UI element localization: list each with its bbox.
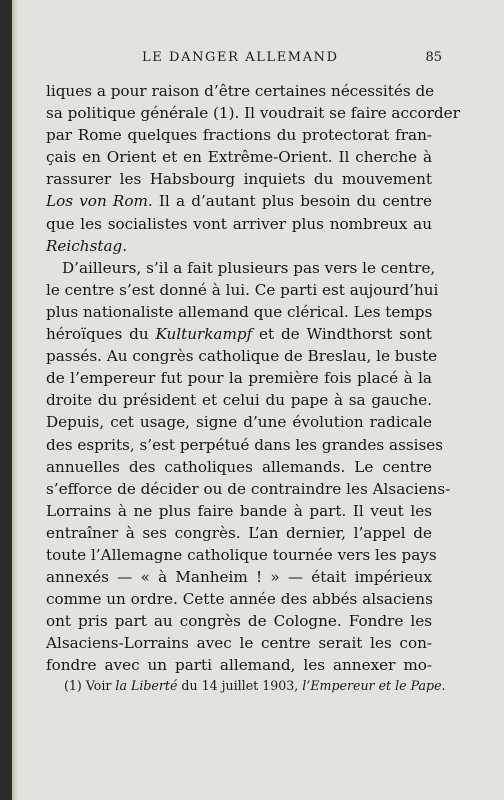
italic-text: Kulturkampf [155,325,253,344]
text-run: Depuis, cet usage, signe d’une évolution radicale [46,413,432,432]
text-run: comme un ordre. Cette année des abbés alsaciens [46,590,433,609]
italic-text: Reichstag [46,236,123,255]
text-line [46,588,432,610]
text-run: Lorrains à ne plus faire bande à part. Il veut les [46,501,432,520]
text-line [46,168,432,190]
text-line [46,301,432,323]
text-run: entraîner à ses congrès. L’an dernier, l’appel de [46,523,432,542]
text-run: passés. Au congrès catholique de Breslau, le buste [46,347,438,366]
text-run: rassurer les Habsbourg inquiets du mouvement [46,170,432,189]
text-line [46,323,432,345]
text-line [46,80,435,102]
text-run: et de Windthorst sont [252,325,432,344]
text-line [46,434,444,456]
text-line [46,102,460,124]
text-line [46,566,432,588]
text-run: que les socialistes vont arriver plus nombreux au [46,214,432,233]
text-run: de l’empereur fut pour la première fois placé à la [46,369,432,388]
text-line [46,610,432,632]
text-run: . [122,236,128,255]
text-run: Alsaciens-Lorrains avec le centre serait les con- [46,634,432,653]
text-run: par Rome quelques fractions du protectorat fran- [46,126,432,145]
text-line [46,522,432,544]
text-run: droite du président et celui du pape à sa gauche. [46,391,432,410]
text-run: annexés — « à Manheim ! » — était impérieux [46,568,432,587]
running-title: LE DANGER ALLEMAND [142,50,339,65]
text-run: le centre s’est donné à lui. Ce parti est aujourd’hui [46,280,439,299]
text-run: çais en Orient et en Extrême-Orient. Il cherche à [46,148,432,167]
text-line [46,654,432,676]
text-run: des esprits, s’est perpétué dans les grandes assises [46,435,444,454]
text-run: s’efforce de décider ou de contraindre les Alsaciens- [46,479,451,498]
page-header [12,50,504,70]
book-page [12,0,504,800]
text-run: annuelles des catholiques allemands. Le centre [46,457,432,476]
text-line [46,124,432,146]
text-line [46,279,439,301]
text-line [46,367,432,389]
text-run: toute l’Allemagne catholique tournée vers les pays [46,545,437,564]
text-line [46,146,432,168]
text-line [46,632,432,654]
text-line [46,411,432,433]
text-run: sa politique générale (1). Il voudrait se faire accorder [46,104,460,123]
text-run: liques a pour raison d’être certaines nécessités de [46,82,435,100]
text-run: fondre avec un parti allemand, les annexer mo- [46,656,432,675]
italic-text: Los von Rom [46,192,148,211]
text-run: . [441,678,446,693]
page-number: 85 [425,50,442,65]
text-run: héroïques du [46,325,156,344]
italic-text: la Liberté [115,678,178,693]
text-run: du 14 juillet 1903, [177,678,303,693]
text-line [46,213,432,235]
text-line [46,389,432,411]
page-edge-shadow [12,0,18,800]
text-line [46,345,438,367]
text-line [46,190,432,212]
text-line [46,500,432,522]
text-line [46,235,432,257]
text-run: D’ailleurs, s’il a fait plusieurs pas vers le centre, [62,258,436,277]
text-line [46,456,432,478]
body-text [46,80,460,677]
text-run: ont pris part au congrès de Cologne. Fondre les [46,612,432,631]
text-run: (1) Voir [64,678,116,693]
text-run: . Il a d’autant plus besoin du centre [147,192,432,211]
text-line [46,257,436,279]
text-line [46,478,451,500]
italic-text: l’Empereur et le Pape [302,678,442,693]
text-line [46,544,437,566]
footnote [64,678,446,693]
text-run: plus nationaliste allemand que clérical. Les temps [46,302,433,321]
